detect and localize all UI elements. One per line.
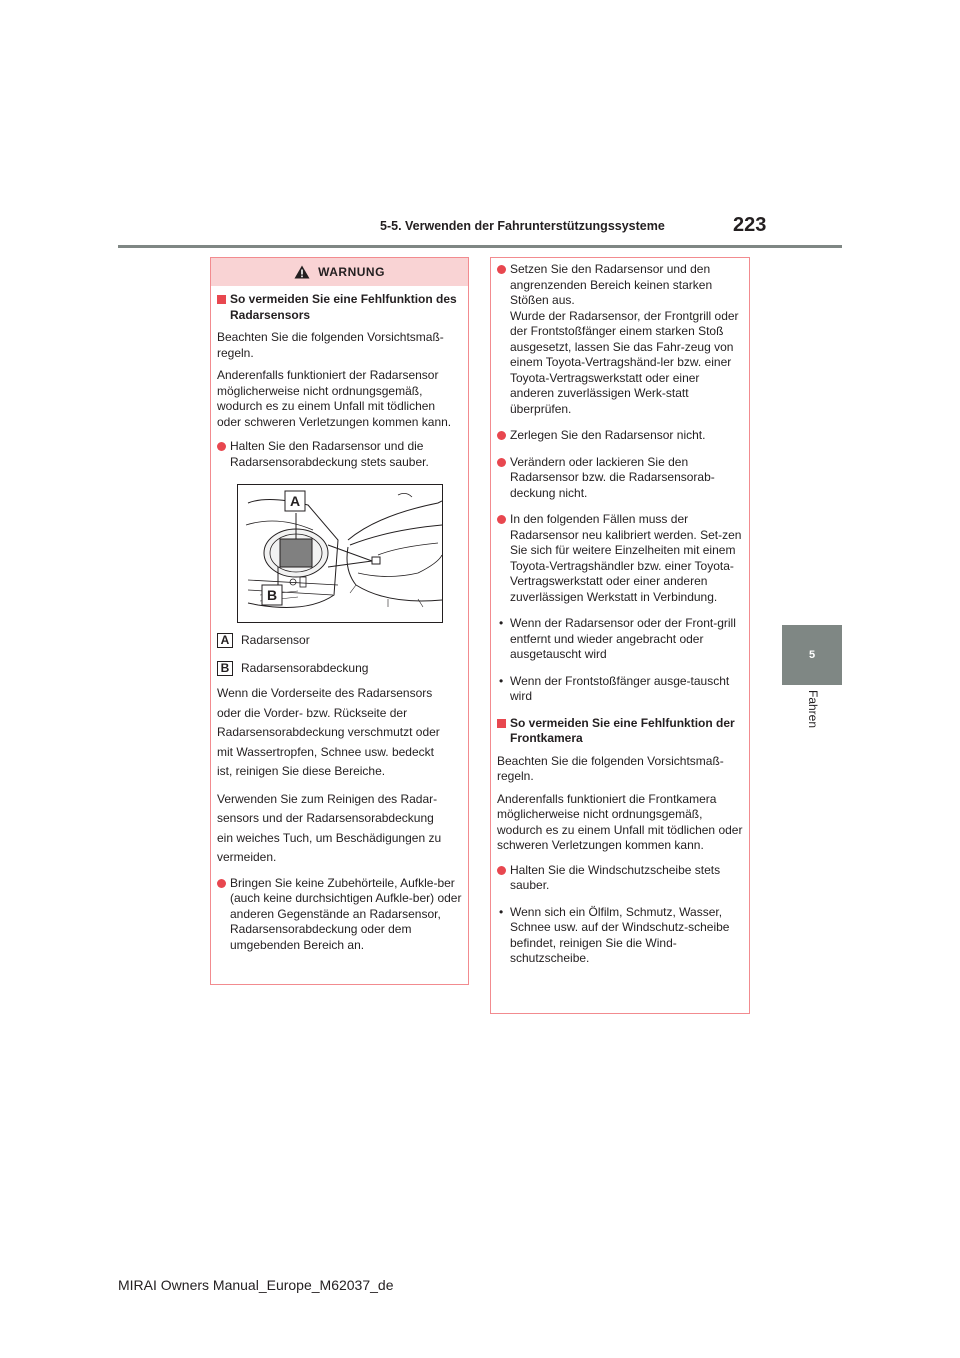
list-item-text: In den folgenden Fällen muss der Radarsensor neu kalibriert werden. Set-zen Sie sich für weitere Einzelheiten mit einem Toyota-Vertragshändler bzw. einer Toyota-Vertragswerkstatt oder einer anderen zuverlässigen Werkstatt in Verbindung.	[510, 512, 742, 604]
list-item-text: Wenn sich ein Ölfilm, Schmutz, Wasser, Schnee usw. auf der Windschutz-scheibe befindet, reinigen Sie die Wind-schutzscheibe.	[510, 904, 730, 965]
text-line: ein weiches Tuch, um Beschädigungen zu	[217, 830, 442, 845]
list-item-text: Zerlegen Sie den Radarsensor nicht.	[510, 428, 706, 442]
round-bullet-icon	[497, 458, 506, 467]
square-bullet-icon	[497, 719, 506, 728]
list-item	[497, 455, 743, 502]
list-item-text: Wenn der Frontstoßfänger ausge-tauscht wird	[510, 673, 730, 703]
section-heading-text: So vermeiden Sie eine Fehlfunktion der Frontkamera	[510, 715, 735, 745]
legend-text-a: Radarsensor	[241, 633, 310, 647]
warning-box-left	[210, 257, 469, 985]
dash-list-item	[497, 674, 743, 705]
warning-content-right	[491, 258, 749, 967]
round-bullet-icon	[497, 515, 506, 524]
warning-title: WARNUNG	[318, 265, 385, 279]
car-front-illustration	[238, 485, 442, 622]
chapter-tab: 5	[782, 625, 842, 685]
list-item-text: Verändern oder lackieren Sie den Radarsensor bzw. die Radarsensorab-deckung nicht.	[510, 454, 715, 500]
section-heading-radar	[217, 292, 462, 323]
list-item-text: Setzen Sie den Radarsensor und den angrenzenden Bereich keinen starken Stößen aus.	[510, 262, 713, 307]
dash-list-item	[497, 905, 743, 967]
list-item-text: Halten Sie den Radarsensor und die Radarsensorabdeckung stets sauber.	[230, 439, 429, 469]
round-bullet-icon	[497, 265, 506, 274]
section-heading-text: So vermeiden Sie eine Fehlfunktion des Radarsensors	[230, 292, 457, 322]
warning-header	[211, 258, 468, 286]
text-line: Verwenden Sie zum Reinigen des Radar-	[217, 791, 438, 806]
list-item-text: Bringen Sie keine Zubehörteile, Aufkle-ber (auch keine durchsichtigen Aufkle-ber) oder anderen Gegenstände an Radarsensor, Radarsensorabdeckung oder dem umgebenden Bereich an.	[230, 875, 462, 952]
figure-label-b: B	[266, 587, 278, 603]
round-bullet-icon	[497, 866, 506, 875]
footer-text: MIRAI Owners Manual_Europe_M62037_de	[118, 1277, 394, 1293]
paragraph: Anderenfalls funktioniert der Radarsensor möglicherweise nicht ordnungsgemäß, wodurch es zu einem Unfall mit tödlichen oder schweren Verletzungen kommen kann.	[217, 368, 452, 429]
round-bullet-icon	[217, 442, 226, 451]
round-bullet-icon	[497, 431, 506, 440]
page-number: 223	[733, 214, 767, 236]
list-item-text: Wurde der Radarsensor, der Frontgrill oder der Frontstoßfänger einem starken Stoß ausgesetzt, lassen Sie das Fahr-zeug von einem Toyota-Vertragshänd-ler bzw. einer Toyota-Vertragswerkstatt oder einer anderen zuverlässigen Werk-statt überprüfen.	[510, 308, 739, 416]
list-item-text: Wenn der Radarsensor oder der Front-grill entfernt und wieder angebracht oder ausgetauscht wird	[510, 616, 736, 661]
legend-b	[217, 661, 462, 677]
text-line: vermeiden.	[217, 850, 277, 864]
text-line: Wenn die Vorderseite des Radarsensors	[217, 686, 433, 700]
cloth-paragraph	[217, 790, 462, 868]
chapter-label: Fahren	[806, 690, 820, 729]
list-item	[497, 863, 743, 894]
section-heading-camera	[497, 716, 743, 747]
warning-triangle-icon	[294, 265, 310, 279]
square-bullet-icon	[217, 295, 226, 304]
list-item	[217, 876, 462, 954]
legend-badge-b: B	[217, 661, 233, 676]
paragraph: Beachten Sie die folgenden Vorsichtsmaß-regeln.	[497, 753, 724, 783]
warning-content-left	[211, 286, 468, 953]
cleaning-paragraph	[217, 684, 462, 782]
dash-list-item	[497, 616, 743, 663]
round-bullet-icon	[217, 879, 226, 888]
legend-a	[217, 633, 462, 649]
list-item	[497, 262, 743, 417]
text-line: mit Wassertropfen, Schnee usw. bedeckt	[217, 744, 434, 759]
paragraph: Anderenfalls funktioniert die Frontkamera möglicherweise nicht ordnungsgemäß, wodurch es zu einem Unfall mit tödlichen oder schweren Verletzungen kommen kann.	[497, 791, 743, 852]
paragraph: Beachten Sie die folgenden Vorsichtsmaß-regeln.	[217, 330, 444, 360]
text-line: sensors und der Radarsensorabdeckung	[217, 811, 434, 825]
warning-box-right	[490, 257, 750, 1014]
radar-sensor-figure	[237, 484, 443, 623]
text-line: ist, reinigen Sie diese Bereiche.	[217, 764, 386, 778]
list-item	[217, 439, 462, 470]
legend-text-b: Radarsensorabdeckung	[241, 660, 369, 675]
header-rule	[118, 245, 842, 248]
text-line: Radarsensorabdeckung verschmutzt oder	[217, 725, 440, 739]
list-item-text: Halten Sie die Windschutzscheibe stets sauber.	[510, 862, 721, 892]
legend-badge-a: A	[217, 633, 233, 648]
header-title: 5-5. Verwenden der Fahrunterstützungssysteme	[380, 219, 665, 233]
figure-label-a: A	[289, 493, 301, 509]
list-item	[497, 512, 743, 605]
list-item	[497, 428, 743, 444]
text-line: oder die Vorder- bzw. Rückseite der	[217, 705, 408, 720]
